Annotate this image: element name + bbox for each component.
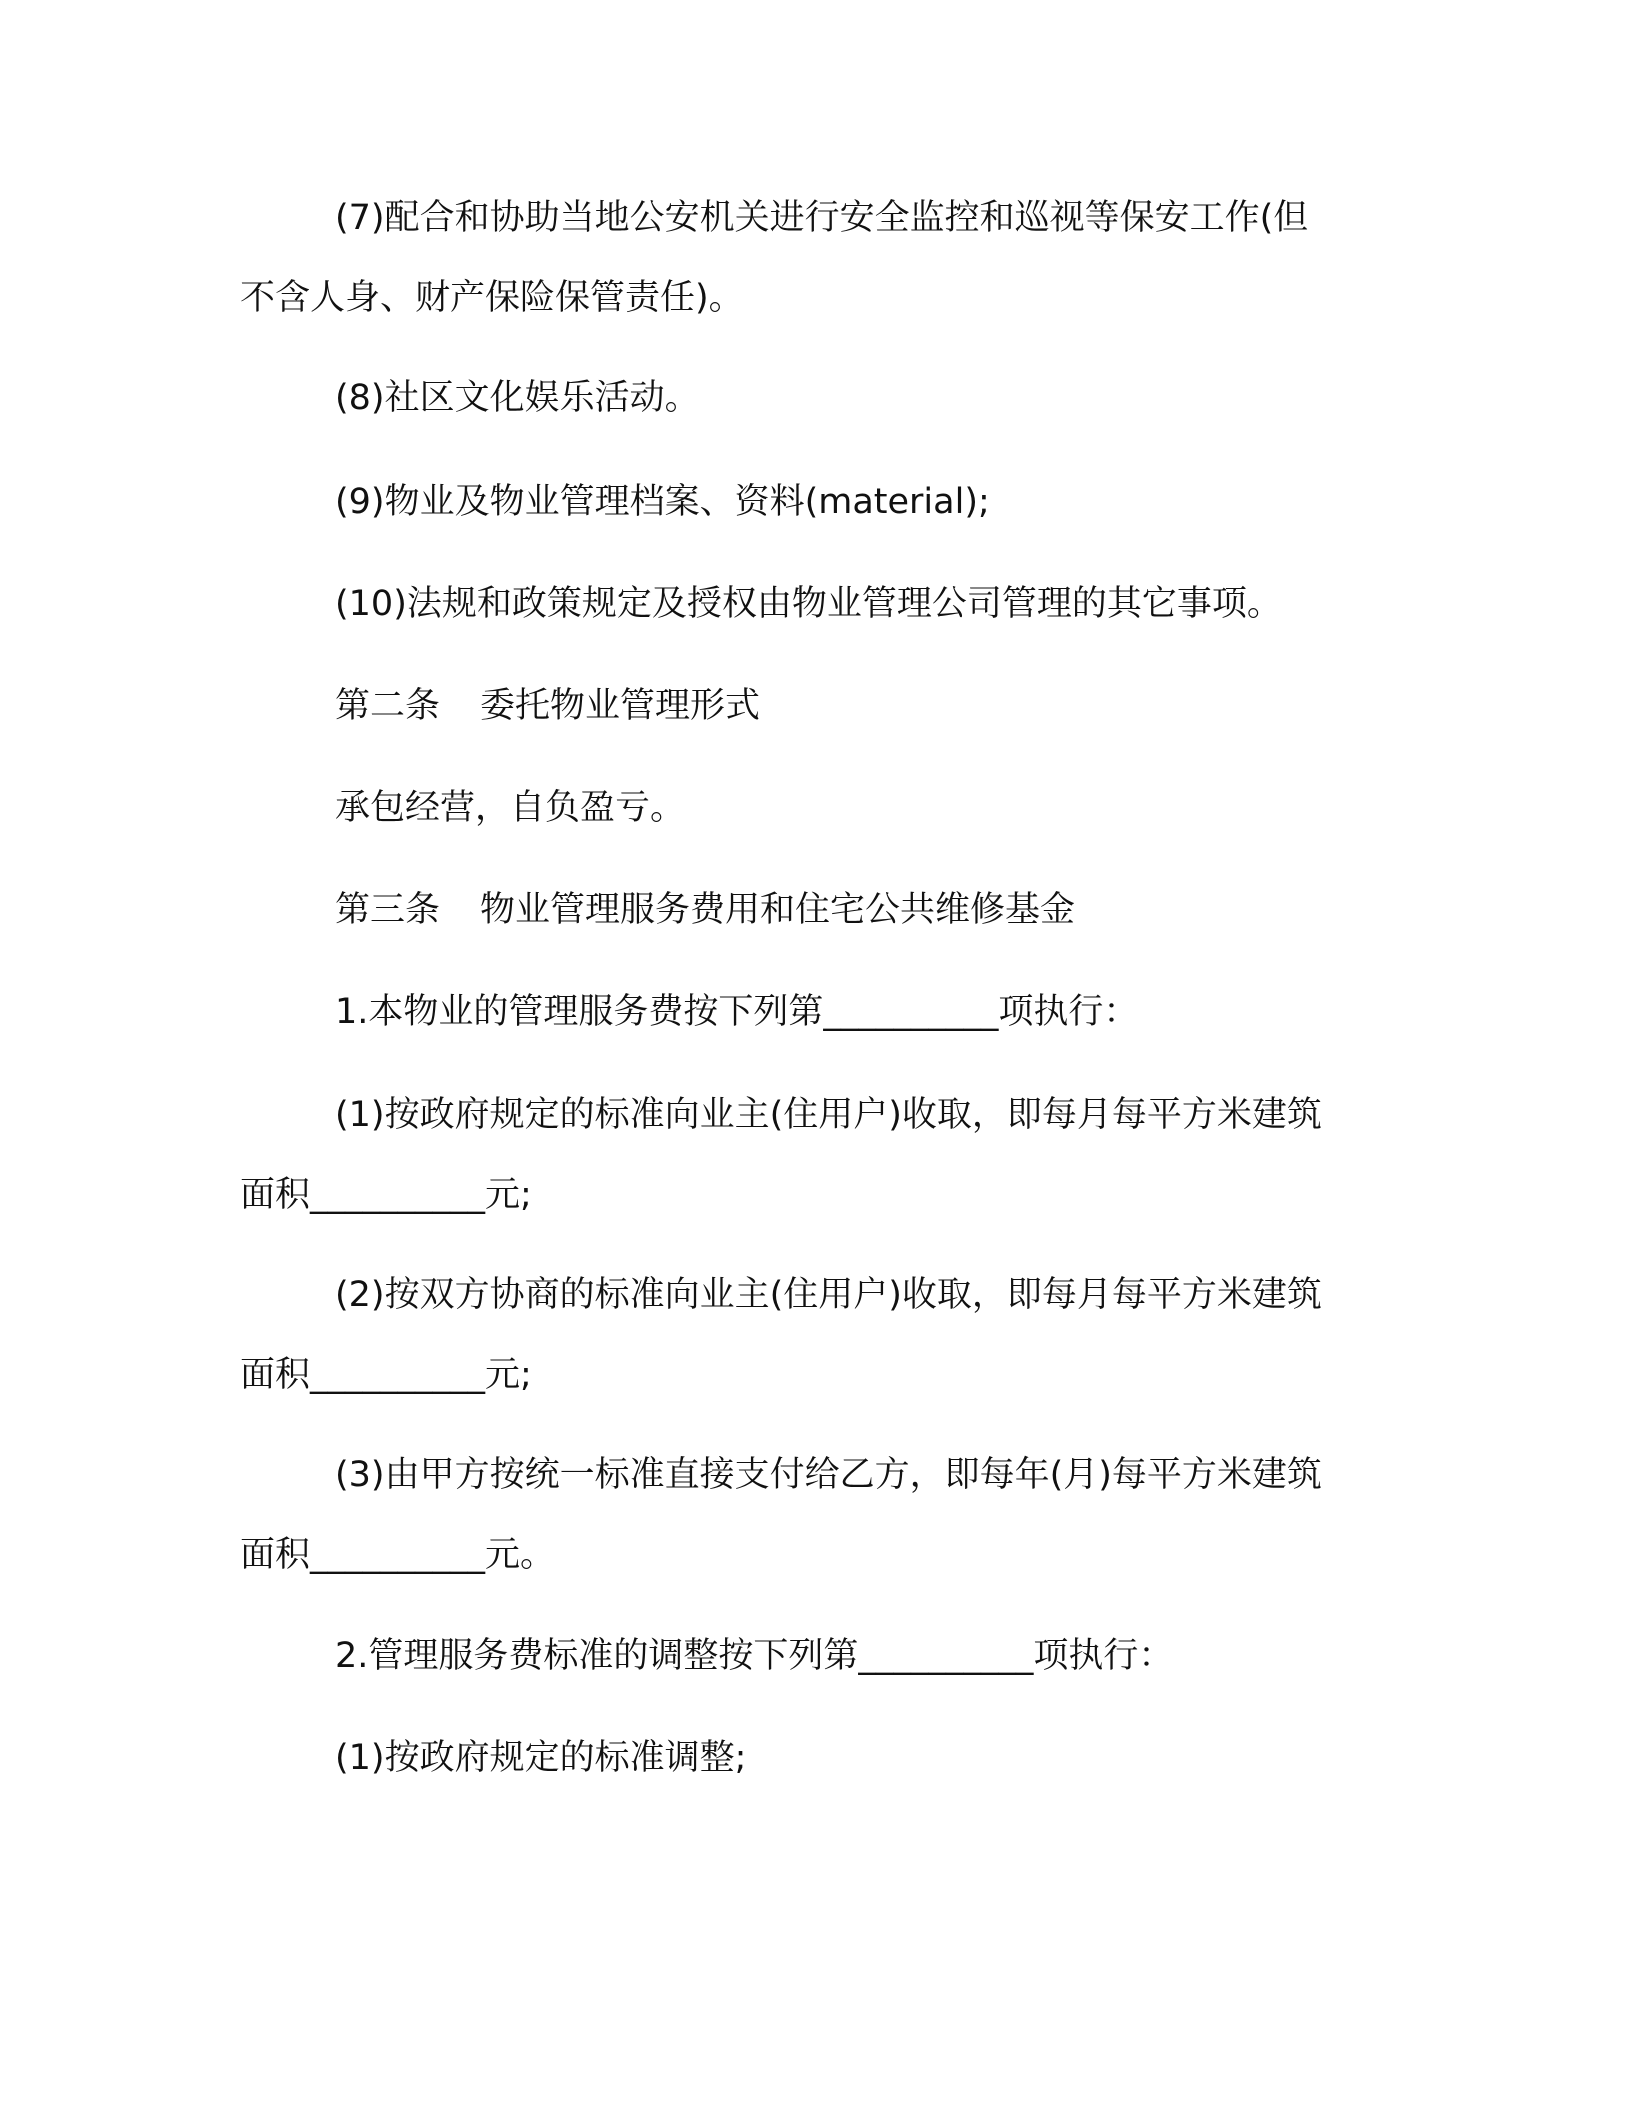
clause-1-option-2 (240, 1255, 1370, 1415)
paragraph-line: 面积__________元。 (240, 1535, 556, 1575)
article-title: 物业管理服务费用和住宅公共维修基金 (480, 890, 1076, 930)
article-2-heading (240, 666, 1465, 746)
paragraph-item-10: (10)法规和政策规定及授权由物业管理公司管理的其它事项。 (335, 584, 1282, 624)
paragraph-item-7 (240, 178, 1370, 338)
article-3-heading (240, 870, 1465, 950)
paragraph-item-8: (8)社区文化娱乐活动。 (335, 378, 700, 418)
article-title: 委托物业管理形式 (480, 686, 761, 726)
paragraph-line: 面积__________元; (240, 1175, 532, 1215)
paragraph-line: (3)由甲方按统一标准直接支付给乙方，即每年(月)每平方米建筑 (335, 1455, 1322, 1495)
paragraph-line: (7)配合和协助当地公安机关进行安全监控和巡视等保安工作(但 (335, 198, 1309, 238)
article-2-body: 承包经营，自负盈亏。 (335, 788, 686, 828)
clause-2-option-1: (1)按政府规定的标准调整; (335, 1738, 747, 1778)
clause-1-option-3 (240, 1435, 1370, 1595)
paragraph-line: (1)按政府规定的标准向业主(住用户)收取，即每月每平方米建筑 (335, 1095, 1322, 1135)
clause-1: 1.本物业的管理服务费按下列第__________项执行： (335, 992, 1139, 1032)
clause-1-option-1 (240, 1075, 1370, 1235)
article-number: 第二条 (335, 686, 441, 726)
paragraph-line: (2)按双方协商的标准向业主(住用户)收取，即每月每平方米建筑 (335, 1275, 1322, 1315)
article-number: 第三条 (335, 890, 441, 930)
paragraph-line: 不含人身、财产保险保管责任)。 (240, 278, 744, 318)
clause-2: 2.管理服务费标准的调整按下列第__________项执行： (335, 1636, 1174, 1676)
paragraph-line: 面积__________元; (240, 1355, 532, 1395)
paragraph-item-9: (9)物业及物业管理档案、资料(material); (335, 482, 990, 522)
